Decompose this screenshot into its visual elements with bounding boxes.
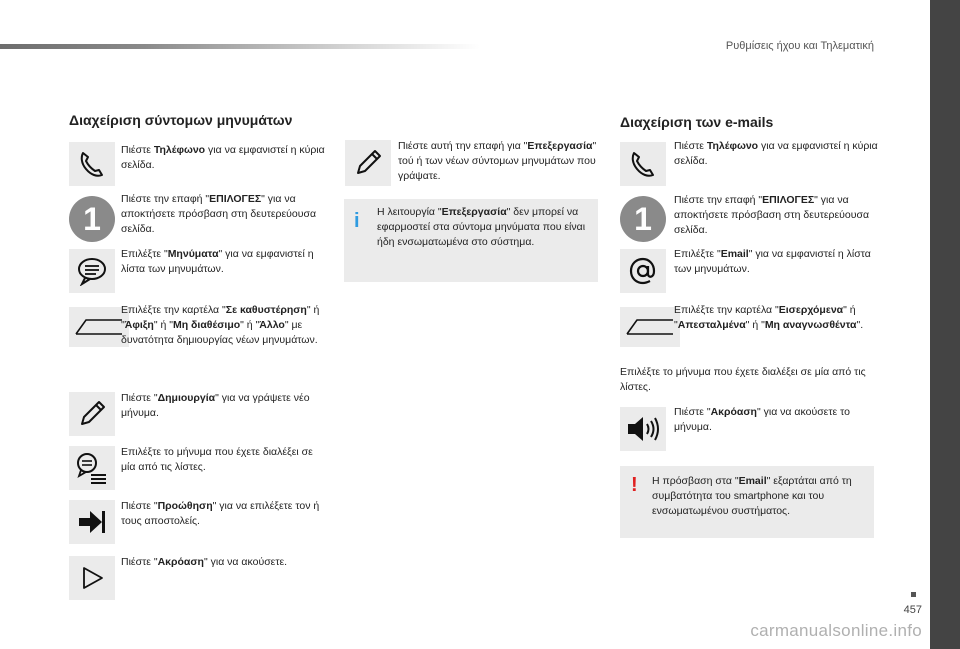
header-rule xyxy=(0,44,480,49)
email-section-title: Διαχείριση των e-mails xyxy=(620,114,774,130)
sms-step-4: Επιλέξτε την καρτέλα "Σε καθυστέρηση" ή "Άφιξη" ή "Μη διαθέσιμο" ή "Άλλο" με δυνατότητα δημιουργίας νέων μηνυμάτων. xyxy=(121,304,320,346)
sms-step-7: Πιέστε "Προώθηση" για να επιλέξετε τον ή τους αποστολείς. xyxy=(121,500,320,527)
sms-step-6: Επιλέξτε το μήνυμα που έχετε διαλέξει σε μία από τις λίστες. xyxy=(121,446,313,473)
sms-step-3: Επιλέξτε "Μηνύματα" για να εμφανιστεί η λίστα των μηνυμάτων. xyxy=(121,248,314,275)
email-step-4: Επιλέξτε την καρτέλα "Εισερχόμενα" ή "Απεσταλμένα" ή "Μη αναγνωσθέντα". xyxy=(674,304,864,331)
tab-icon xyxy=(69,307,129,347)
sms-step-5: Πιέστε "Δημιουργία" για να γράψετε νέο μήνυμα. xyxy=(121,392,310,419)
email-step-2: Πιέστε την επαφή "ΕΠΙΛΟΓΕΣ" για να αποκτήσετε πρόσβαση στη δευτερεύουσα σελίδα. xyxy=(674,194,870,236)
at-sign-icon xyxy=(620,249,666,293)
step-number-badge: 1 xyxy=(69,196,115,242)
email-step-number-badge: 1 xyxy=(620,196,666,242)
email-step-3: Επιλέξτε "Email" για να εμφανιστεί η λίστα των μηνυμάτων. xyxy=(674,248,871,275)
sms-section-title: Διαχείριση σύντομων μηνυμάτων xyxy=(69,112,293,128)
page-number: 457 xyxy=(903,604,922,616)
edit-description: Πιέστε αυτή την επαφή για "Επεξεργασία" τού ή των νέων σύντομων μηνυμάτων που γράψατε. xyxy=(398,140,597,182)
speaker-icon xyxy=(620,407,666,451)
sms-step-1: Πιέστε Τηλέφωνο για να εμφανιστεί η κύρια σελίδα. xyxy=(121,144,325,171)
email-handset-icon xyxy=(620,142,666,186)
warning-icon: ! xyxy=(631,474,638,496)
sms-step-8: Πιέστε "Ακρόαση" για να ακούσετε. xyxy=(121,556,288,568)
email-step-1: Πιέστε Τηλέφωνο για να εμφανιστεί η κύρια σελίδα. xyxy=(674,140,878,167)
info-icon: i xyxy=(354,210,360,232)
play-icon xyxy=(69,556,115,600)
pencil-icon xyxy=(69,392,115,436)
sms-step-2: Πιέστε την επαφή "ΕΠΙΛΟΓΕΣ" για να αποκτήσετε πρόσβαση στη δευτερεύουσα σελίδα. xyxy=(121,193,317,235)
email-step-5: Επιλέξτε το μήνυμα που έχετε διαλέξει σε μία από τις λίστες. xyxy=(620,366,866,393)
forward-icon xyxy=(69,500,115,544)
handset-icon xyxy=(69,142,115,186)
running-title: Ρυθμίσεις ήχου και Τηλεματική xyxy=(725,40,874,52)
info-text: Η λειτουργία "Επεξεργασία" δεν μπορεί να εφαρμοστεί στα σύντομα μηνύματα που είναι ήδη ενσωματωμένα στο σύστημα. xyxy=(377,206,586,248)
edit-pencil-icon xyxy=(345,140,391,186)
message-icon xyxy=(69,249,115,293)
message-list-icon xyxy=(69,446,115,490)
watermark: carmanualsonline.info xyxy=(750,621,922,640)
page-marker xyxy=(911,592,916,597)
email-step-6: Πιέστε "Ακρόαση" για να ακούσετε το μήνυμα. xyxy=(674,406,850,433)
warning-text: Η πρόσβαση στα "Email" εξαρτάται από τη συμβατότητα του smartphone και του ενσωματωμένου συστήματος. xyxy=(652,475,852,517)
email-tab-icon xyxy=(620,307,680,347)
side-tab xyxy=(930,0,960,649)
